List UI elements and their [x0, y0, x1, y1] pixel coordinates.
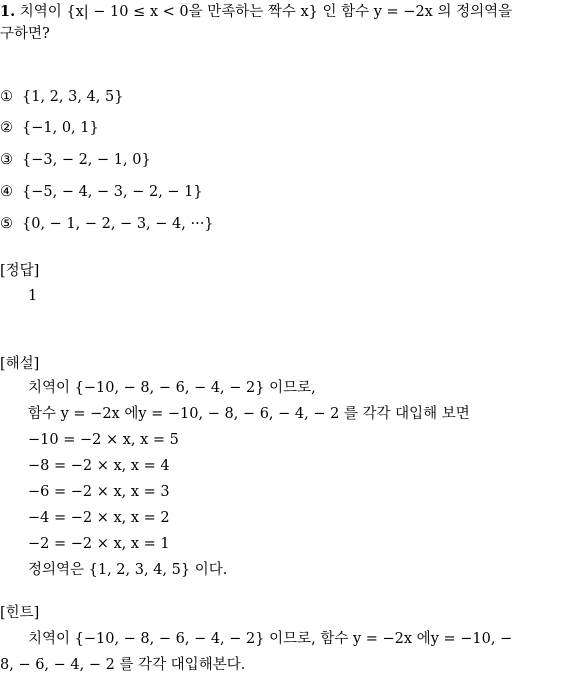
choice-5[interactable]	[0, 214, 214, 234]
choice-3-text: {−3, − 2, − 1, 0}	[22, 152, 151, 168]
hint-line-2: 8, − 6, − 4, − 2 를 각각 대입해본다.	[0, 657, 246, 673]
answer-heading: [정답]	[0, 263, 40, 279]
choice-3[interactable]	[0, 150, 151, 170]
explanation-line-2: 함수 y = −2x 에y = −10, − 8, − 6, − 4, − 2 를 각각 대입해 보면	[28, 406, 470, 422]
choice-1[interactable]	[0, 87, 123, 107]
choice-4-mark: ④	[0, 184, 13, 200]
choice-2-text: {−1, 0, 1}	[22, 120, 99, 136]
explanation-heading: [해설]	[0, 356, 40, 372]
question-number: 1.	[0, 3, 16, 20]
choice-3-mark: ③	[0, 152, 13, 168]
question-line-1	[0, 2, 512, 22]
choice-5-mark: ⑤	[0, 216, 13, 232]
explanation-line-8: 정의역은 {1, 2, 3, 4, 5} 이다.	[28, 562, 228, 578]
question-text-1: 치역이 {x| − 10 ≤ x < 0을 만족하는 짝수 x} 인 함수 y = −2x 의 정의역을	[15, 4, 513, 20]
explanation-line-4: −8 = −2 × x, x = 4	[28, 458, 170, 474]
explanation-line-3: −10 = −2 × x, x = 5	[28, 432, 179, 448]
answer-value: 1	[28, 288, 38, 304]
choice-4-text: {−5, − 4, − 3, − 2, − 1}	[22, 184, 203, 200]
choice-2[interactable]	[0, 118, 99, 138]
choice-1-text: {1, 2, 3, 4, 5}	[22, 89, 124, 105]
question-line-2: 구하면?	[0, 26, 50, 42]
explanation-line-6: −4 = −2 × x, x = 2	[28, 510, 170, 526]
choice-1-mark: ①	[0, 89, 13, 105]
hint-heading: [힌트]	[0, 605, 40, 621]
explanation-line-7: −2 = −2 × x, x = 1	[28, 536, 170, 552]
hint-line-1: 치역이 {−10, − 8, − 6, − 4, − 2} 이므로, 함수 y = −2x 에y = −10, −	[28, 631, 513, 647]
explanation-line-1: 치역이 {−10, − 8, − 6, − 4, − 2} 이므로,	[28, 380, 316, 396]
choice-5-text: {0, − 1, − 2, − 3, − 4, ···}	[22, 216, 214, 232]
choice-4[interactable]	[0, 182, 203, 202]
choice-2-mark: ②	[0, 120, 13, 136]
explanation-line-5: −6 = −2 × x, x = 3	[28, 484, 170, 500]
